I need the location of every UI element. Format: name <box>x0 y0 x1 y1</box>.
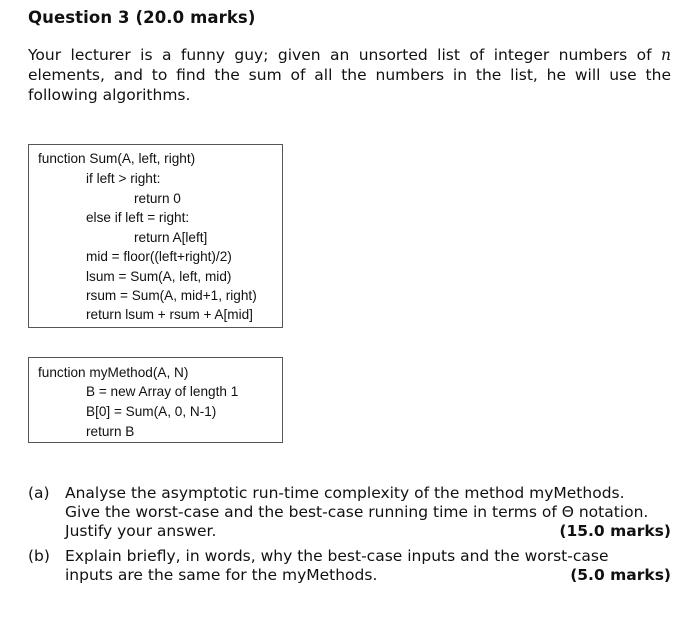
part-b-line-2: inputs are the same for the myMethods. <box>65 566 378 584</box>
code-line: function Sum(A, left, right) <box>38 151 196 166</box>
part-b-label: (b) <box>28 547 50 565</box>
part-a-marks: (15.0 marks) <box>559 522 671 540</box>
code-line: mid = floor((left+right)/2) <box>86 249 232 264</box>
question-parts <box>28 484 671 591</box>
part-b <box>28 547 671 585</box>
part-a-line-1: Analyse the asymptotic run-time complexity of the method myMethods. <box>65 484 625 502</box>
code-line: return B <box>86 424 135 439</box>
intro-text: Your lecturer is a funny guy; given an unsorted list of integer numbers of <box>28 46 662 64</box>
sum-function-code-box <box>28 144 283 328</box>
intro-text-continued: elements, and to find the sum of all the numbers in the list, he will use the following algorithms. <box>28 66 671 104</box>
part-b-last-line <box>65 566 671 585</box>
code-line: else if left = right: <box>86 210 190 225</box>
code-line: return lsum + rsum + A[mid] <box>86 307 253 322</box>
mymethod-function-code-box <box>28 357 283 443</box>
intro-variable: n <box>661 46 671 64</box>
code-line: lsum = Sum(A, left, mid) <box>86 269 232 284</box>
code-line: B = new Array of length 1 <box>86 384 239 399</box>
question-intro <box>28 45 671 105</box>
part-b-line-1: Explain briefly, in words, why the best-case inputs and the worst-case <box>65 547 609 565</box>
part-a-line-2: Give the worst-case and the best-case running time in terms of Θ notation. <box>65 503 649 521</box>
part-a <box>28 484 671 541</box>
code-line: B[0] = Sum(A, 0, N-1) <box>86 404 217 419</box>
part-a-line-3: Justify your answer. <box>65 522 217 540</box>
part-a-label: (a) <box>28 484 50 502</box>
code-line: function myMethod(A, N) <box>38 365 189 380</box>
question-title: Question 3 (20.0 marks) <box>28 8 256 27</box>
code-line: return 0 <box>134 191 181 206</box>
code-line: rsum = Sum(A, mid+1, right) <box>86 288 257 303</box>
code-line: return A[left] <box>134 230 208 245</box>
code-line: if left > right: <box>86 171 161 186</box>
part-b-marks: (5.0 marks) <box>570 566 671 584</box>
part-a-last-line <box>65 522 671 541</box>
